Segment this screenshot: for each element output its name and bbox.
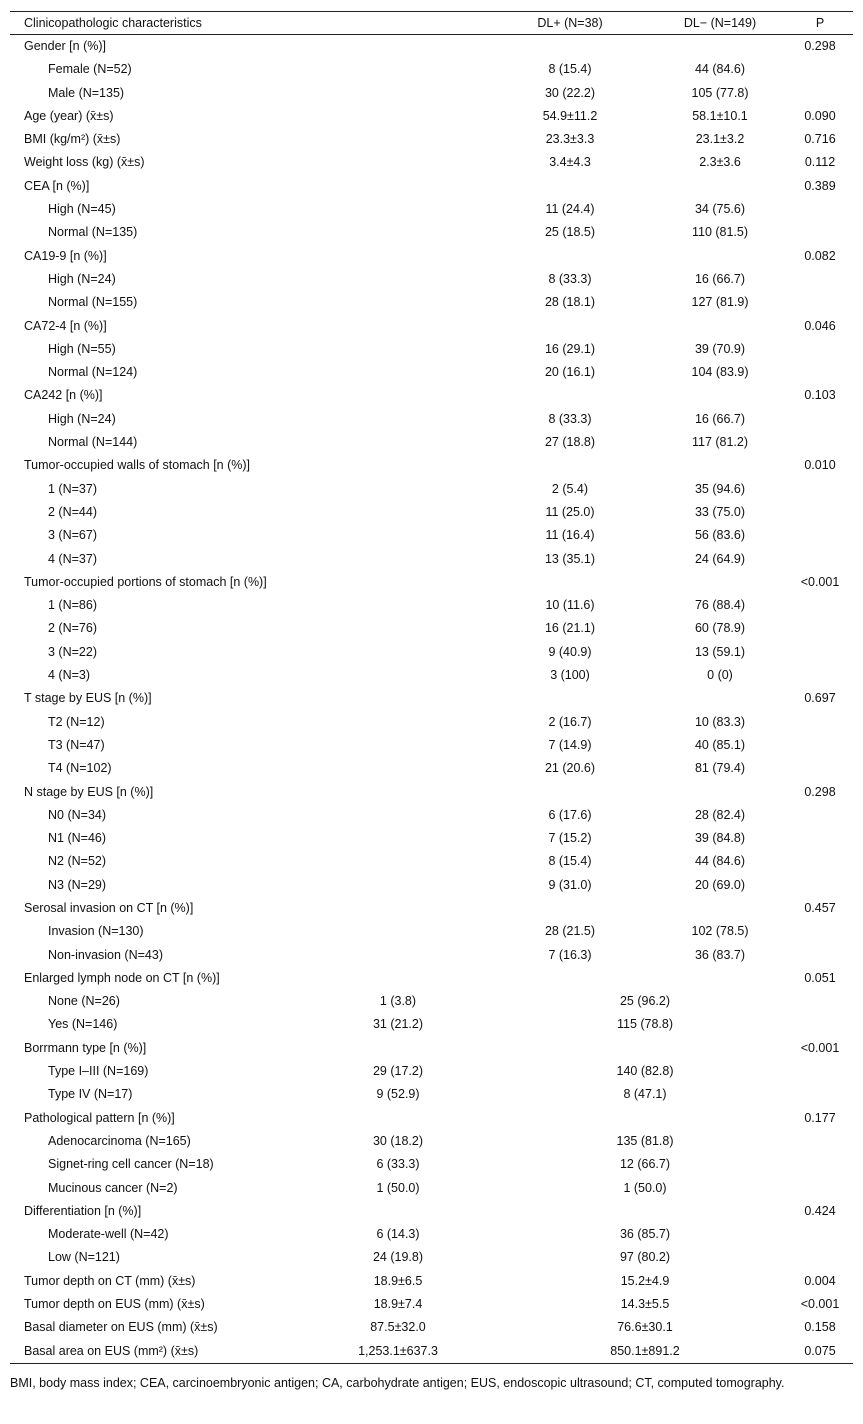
row-label: High (N=55) — [48, 341, 116, 356]
cell-dl-plus: 87.5±32.0 — [370, 1320, 426, 1335]
cell-dl-plus: 21 (20.6) — [544, 761, 596, 776]
table-row — [10, 1153, 853, 1176]
row-label: High (N=24) — [48, 411, 116, 426]
cell-dl-minus: 81 (79.4) — [694, 761, 746, 776]
row-label: Tumor-occupied portions of stomach [n (%)] — [24, 574, 267, 589]
row-label: T stage by EUS [n (%)] — [24, 691, 152, 706]
cell-dl-plus: 8 (15.4) — [548, 62, 592, 77]
table-row — [10, 82, 853, 105]
row-label: Normal (N=155) — [48, 295, 138, 310]
row-label: Borrmann type [n (%)] — [24, 1040, 147, 1055]
cell-p-value: <0.001 — [800, 574, 840, 589]
table-row — [10, 944, 853, 967]
table-footnote: BMI, body mass index; CEA, carcinoembryonic antigen; CA, carbohydrate antigen; EUS, endoscopic ultrasound; CT, computed tomography. — [10, 1376, 785, 1390]
cell-dl-plus: 28 (18.1) — [544, 295, 596, 310]
cell-dl-minus: 76 (88.4) — [694, 598, 746, 613]
table-row — [10, 175, 853, 198]
row-label: N3 (N=29) — [48, 877, 107, 892]
table-row — [10, 431, 853, 454]
cell-dl-plus: 54.9±11.2 — [542, 108, 598, 123]
cell-dl-plus: 3 (100) — [550, 668, 590, 683]
cell-p-value: 0.075 — [804, 1343, 836, 1358]
cell-dl-minus: 2.3±3.6 — [699, 155, 741, 170]
cell-p-value: 0.090 — [804, 108, 836, 123]
row-label: Age (year) (x̄±s) — [24, 108, 114, 123]
row-label: Low (N=121) — [48, 1250, 120, 1265]
row-label: Weight loss (kg) (x̄±s) — [24, 155, 145, 170]
cell-dl-minus: 15.2±4.9 — [620, 1273, 670, 1288]
cell-dl-plus: 8 (33.3) — [548, 411, 592, 426]
table-row — [10, 1316, 853, 1339]
cell-dl-plus: 16 (29.1) — [544, 341, 596, 356]
cell-dl-minus: 23.1±3.2 — [695, 132, 745, 147]
row-label: CA242 [n (%)] — [24, 388, 103, 403]
cell-dl-plus: 7 (16.3) — [548, 947, 592, 962]
cell-dl-plus: 10 (11.6) — [545, 598, 595, 613]
row-label: 3 (N=22) — [48, 644, 97, 659]
cell-p-value: 0.112 — [804, 155, 836, 170]
cell-dl-plus: 1 (3.8) — [379, 994, 417, 1009]
table-row — [10, 827, 853, 850]
header-dl-minus: DL− (N=149) — [683, 16, 757, 30]
row-label: Tumor depth on EUS (mm) (x̄±s) — [24, 1297, 205, 1312]
table-row — [10, 315, 853, 338]
row-label: Moderate-well (N=42) — [48, 1227, 169, 1242]
cell-dl-minus: 44 (84.6) — [694, 62, 746, 77]
row-label: Non-invasion (N=43) — [48, 947, 163, 962]
table-body-part2 — [10, 967, 853, 1363]
cell-dl-minus: 127 (81.9) — [691, 295, 749, 310]
table-row — [10, 920, 853, 943]
cell-dl-plus: 6 (33.3) — [376, 1157, 420, 1172]
table-row — [10, 454, 853, 477]
row-label: Type IV (N=17) — [48, 1087, 133, 1102]
cell-dl-plus: 28 (21.5) — [544, 924, 596, 939]
cell-p-value: 0.457 — [804, 900, 836, 915]
cell-p-value: 0.298 — [804, 39, 836, 53]
row-label: High (N=24) — [48, 271, 116, 286]
cell-dl-minus: 44 (84.6) — [694, 854, 746, 869]
cell-dl-minus: 115 (78.8) — [616, 1017, 674, 1032]
table-row — [10, 711, 853, 734]
cell-dl-minus: 24 (64.9) — [694, 551, 746, 566]
table-row — [10, 781, 853, 804]
table-row — [10, 151, 853, 174]
row-label: None (N=26) — [48, 994, 120, 1009]
cell-dl-minus: 8 (47.1) — [623, 1087, 667, 1102]
table-body-part1 — [10, 35, 853, 967]
table-row — [10, 268, 853, 291]
row-label: Basal diameter on EUS (mm) (x̄±s) — [24, 1320, 218, 1335]
table-row — [10, 1270, 853, 1293]
row-label: N1 (N=46) — [48, 831, 107, 846]
table-row — [10, 687, 853, 710]
row-label: N stage by EUS [n (%)] — [24, 784, 154, 799]
row-label: N0 (N=34) — [48, 807, 107, 822]
row-label: Normal (N=124) — [48, 365, 138, 380]
characteristics-table — [10, 11, 853, 1364]
cell-dl-plus: 29 (17.2) — [372, 1064, 424, 1079]
table-row — [10, 1130, 853, 1153]
cell-dl-minus: 104 (83.9) — [691, 365, 749, 380]
header-characteristics: Clinicopathologic characteristics — [24, 16, 202, 30]
table-row — [10, 897, 853, 920]
table-row — [10, 291, 853, 314]
cell-dl-minus: 36 (83.7) — [694, 947, 746, 962]
cell-dl-minus: 33 (75.0) — [694, 504, 746, 519]
table-row — [10, 128, 853, 151]
cell-dl-minus: 16 (66.7) — [694, 411, 746, 426]
table-row — [10, 105, 853, 128]
cell-dl-minus: 110 (81.5) — [691, 225, 749, 240]
cell-dl-minus: 60 (78.9) — [694, 621, 746, 636]
cell-dl-minus: 0 (0) — [707, 668, 733, 683]
cell-dl-plus: 9 (31.0) — [548, 877, 592, 892]
cell-dl-plus: 6 (14.3) — [376, 1227, 420, 1242]
cell-dl-plus: 9 (52.9) — [376, 1087, 420, 1102]
cell-dl-plus: 1 (50.0) — [376, 1180, 420, 1195]
cell-dl-plus: 8 (33.3) — [548, 271, 592, 286]
cell-dl-minus: 28 (82.4) — [694, 807, 746, 822]
table-row — [10, 548, 853, 571]
row-label: Basal area on EUS (mm²) (x̄±s) — [24, 1343, 199, 1358]
cell-dl-minus: 117 (81.2) — [691, 435, 749, 450]
cell-dl-minus: 135 (81.8) — [616, 1133, 674, 1148]
cell-dl-minus: 10 (83.3) — [694, 714, 746, 729]
cell-p-value: 0.051 — [804, 970, 836, 985]
cell-dl-minus: 97 (80.2) — [619, 1250, 671, 1265]
table-row — [10, 221, 853, 244]
cell-dl-minus: 850.1±891.2 — [610, 1343, 680, 1358]
header-row — [10, 12, 853, 34]
table-row — [10, 874, 853, 897]
cell-dl-minus: 56 (83.6) — [694, 528, 746, 543]
cell-dl-minus: 39 (84.8) — [694, 831, 746, 846]
cell-p-value: 0.177 — [804, 1110, 836, 1125]
row-label: Serosal invasion on CT [n (%)] — [24, 900, 194, 915]
header-p: P — [815, 16, 825, 30]
cell-dl-plus: 8 (15.4) — [548, 854, 592, 869]
cell-dl-minus: 16 (66.7) — [694, 271, 746, 286]
row-label: T4 (N=102) — [48, 761, 112, 776]
table-row — [10, 501, 853, 524]
table-row — [10, 594, 853, 617]
table-row — [10, 478, 853, 501]
cell-p-value: 0.697 — [804, 691, 836, 706]
row-label: 4 (N=3) — [48, 668, 91, 683]
row-label: N2 (N=52) — [48, 854, 107, 869]
row-label: Normal (N=144) — [48, 435, 138, 450]
table-row — [10, 757, 853, 780]
cell-dl-plus: 13 (35.1) — [544, 551, 596, 566]
row-label: Signet-ring cell cancer (N=18) — [48, 1157, 214, 1172]
table-row — [10, 408, 853, 431]
cell-p-value: 0.004 — [804, 1273, 836, 1288]
cell-dl-minus: 1 (50.0) — [623, 1180, 667, 1195]
row-label: Tumor-occupied walls of stomach [n (%)] — [24, 458, 251, 473]
table-row — [10, 1223, 853, 1246]
row-label: Normal (N=135) — [48, 225, 138, 240]
table-row — [10, 1200, 853, 1223]
cell-dl-plus: 2 (5.4) — [551, 481, 589, 496]
table-row — [10, 361, 853, 384]
cell-dl-plus: 23.3±3.3 — [545, 132, 595, 147]
table-row — [10, 1083, 853, 1106]
cell-dl-plus: 18.9±7.4 — [373, 1297, 423, 1312]
cell-p-value: <0.001 — [800, 1040, 840, 1055]
row-label: BMI (kg/m²) (x̄±s) — [24, 132, 121, 147]
table-row — [10, 245, 853, 268]
cell-p-value: 0.424 — [804, 1203, 836, 1218]
cell-dl-plus: 1,253.1±637.3 — [358, 1343, 438, 1358]
cell-dl-minus: 40 (85.1) — [694, 737, 746, 752]
row-label: Adenocarcinoma (N=165) — [48, 1133, 191, 1148]
row-label: 3 (N=67) — [48, 528, 97, 543]
cell-dl-minus: 35 (94.6) — [694, 481, 746, 496]
cell-dl-minus: 13 (59.1) — [694, 644, 746, 659]
cell-dl-plus: 24 (19.8) — [372, 1250, 424, 1265]
cell-dl-minus: 76.6±30.1 — [617, 1320, 673, 1335]
cell-p-value: 0.389 — [804, 178, 836, 193]
row-label: T3 (N=47) — [48, 737, 105, 752]
row-label: CA19-9 [n (%)] — [24, 248, 107, 263]
cell-dl-plus: 7 (14.9) — [548, 737, 592, 752]
cell-dl-minus: 34 (75.6) — [694, 202, 746, 217]
cell-dl-plus: 31 (21.2) — [372, 1017, 424, 1032]
cell-dl-minus: 39 (70.9) — [694, 341, 746, 356]
table-row — [10, 58, 853, 81]
row-label: Differentiation [n (%)] — [24, 1203, 142, 1218]
row-label: Enlarged lymph node on CT [n (%)] — [24, 970, 220, 985]
table-row — [10, 617, 853, 640]
table-row — [10, 35, 853, 58]
cell-p-value: 0.298 — [804, 784, 836, 799]
cell-p-value: 0.046 — [804, 318, 836, 333]
table-row — [10, 804, 853, 827]
table-row — [10, 734, 853, 757]
cell-dl-minus: 140 (82.8) — [616, 1064, 674, 1079]
cell-dl-plus: 6 (17.6) — [548, 807, 592, 822]
table-row — [10, 850, 853, 873]
row-label: Yes (N=146) — [48, 1017, 118, 1032]
table-row — [10, 1013, 853, 1036]
cell-dl-plus: 30 (18.2) — [372, 1133, 424, 1148]
row-label: Female (N=52) — [48, 62, 132, 77]
table-row — [10, 1107, 853, 1130]
cell-dl-minus: 102 (78.5) — [691, 924, 749, 939]
row-label: High (N=45) — [48, 202, 116, 217]
table-row — [10, 571, 853, 594]
row-label: T2 (N=12) — [48, 714, 105, 729]
table-row — [10, 1246, 853, 1269]
cell-dl-minus: 25 (96.2) — [619, 994, 671, 1009]
table-row — [10, 664, 853, 687]
cell-dl-plus: 27 (18.8) — [544, 435, 596, 450]
row-label: 1 (N=37) — [48, 481, 97, 496]
table-row — [10, 1177, 853, 1200]
cell-dl-plus: 11 (25.0) — [545, 504, 595, 519]
cell-dl-plus: 18.9±6.5 — [373, 1273, 423, 1288]
cell-dl-plus: 9 (40.9) — [548, 644, 592, 659]
row-label: Gender [n (%)] — [24, 39, 106, 53]
cell-p-value: 0.103 — [804, 388, 836, 403]
row-label: 1 (N=86) — [48, 598, 97, 613]
cell-dl-minus: 58.1±10.1 — [692, 108, 748, 123]
cell-dl-minus: 20 (69.0) — [694, 877, 746, 892]
cell-dl-plus: 11 (16.4) — [545, 528, 595, 543]
row-label: CA72-4 [n (%)] — [24, 318, 107, 333]
cell-dl-plus: 11 (24.4) — [545, 202, 595, 217]
row-label: CEA [n (%)] — [24, 178, 90, 193]
row-label: Tumor depth on CT (mm) (x̄±s) — [24, 1273, 196, 1288]
row-label: Mucinous cancer (N=2) — [48, 1180, 178, 1195]
table-row — [10, 1293, 853, 1316]
cell-dl-plus: 25 (18.5) — [544, 225, 596, 240]
row-label: 4 (N=37) — [48, 551, 97, 566]
row-label: 2 (N=44) — [48, 504, 97, 519]
cell-dl-plus: 7 (15.2) — [548, 831, 592, 846]
table-row — [10, 524, 853, 547]
cell-dl-plus: 16 (21.1) — [544, 621, 596, 636]
cell-dl-minus: 12 (66.7) — [619, 1157, 671, 1172]
table-row — [10, 198, 853, 221]
cell-p-value: 0.010 — [804, 458, 836, 473]
cell-p-value: 0.158 — [804, 1320, 836, 1335]
cell-dl-plus: 2 (16.7) — [548, 714, 592, 729]
cell-dl-plus: 3.4±4.3 — [549, 155, 591, 170]
cell-p-value: <0.001 — [800, 1297, 840, 1312]
table-row — [10, 384, 853, 407]
cell-dl-minus: 105 (77.8) — [691, 85, 749, 100]
cell-p-value: 0.716 — [804, 132, 836, 147]
row-label: Invasion (N=130) — [48, 924, 144, 939]
table-row — [10, 967, 853, 990]
row-label: 2 (N=76) — [48, 621, 97, 636]
row-label: Type I–III (N=169) — [48, 1064, 149, 1079]
cell-dl-minus: 14.3±5.5 — [620, 1297, 670, 1312]
table-row — [10, 1340, 853, 1363]
header-dl-plus: DL+ (N=38) — [537, 16, 603, 30]
cell-dl-minus: 36 (85.7) — [619, 1227, 671, 1242]
table-row — [10, 641, 853, 664]
bottom-rule — [10, 1363, 853, 1364]
table-row — [10, 1037, 853, 1060]
table-row — [10, 1060, 853, 1083]
cell-dl-plus: 20 (16.1) — [544, 365, 596, 380]
table-row — [10, 338, 853, 361]
cell-dl-plus: 30 (22.2) — [544, 85, 596, 100]
table-row — [10, 990, 853, 1013]
row-label: Male (N=135) — [48, 85, 125, 100]
cell-p-value: 0.082 — [804, 248, 836, 263]
row-label: Pathological pattern [n (%)] — [24, 1110, 175, 1125]
